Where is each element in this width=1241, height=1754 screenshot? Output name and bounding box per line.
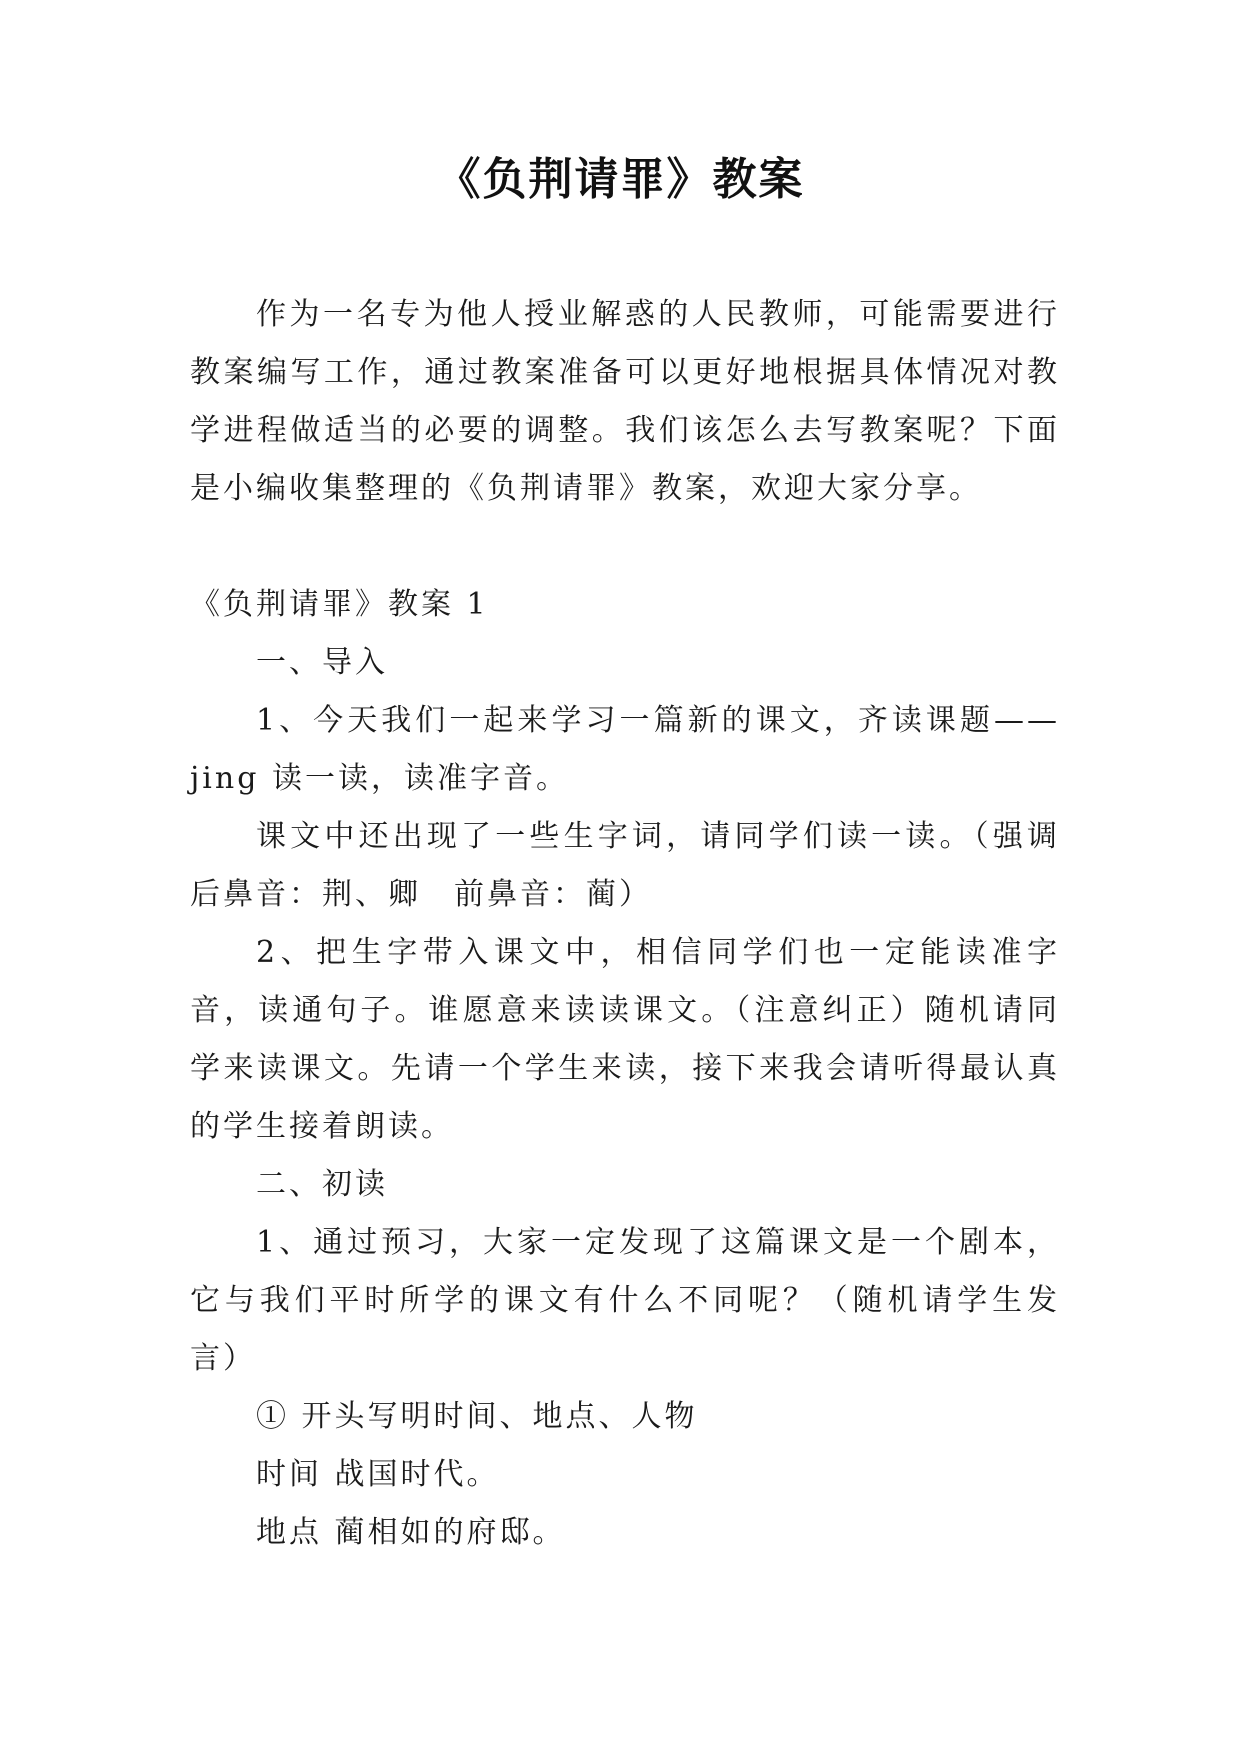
paragraph-import-2: 2、把生字带入课文中，相信同学们也一定能读准字音，读通句子。谁愿意来读读课文。（注意纠正）随机请同学来读课文。先请一个学生来读，接下来我会请听得最认真的学生接着朗读。	[190, 935, 1060, 1144]
lesson-content	[190, 576, 1060, 1562]
section-heading: 《负荆请罪》教案 1	[190, 587, 489, 622]
paragraph-new-words: 课文中还出现了一些生字词，请同学们读一读。（强调后鼻音：荆、卿 前鼻音：蔺）	[190, 819, 1060, 912]
heading-first-reading: 二、初读	[256, 1167, 388, 1202]
intro-block	[190, 286, 1060, 518]
heading-import: 一、导入	[256, 645, 388, 680]
intro-paragraph: 作为一名专为他人授业解惑的人民教师，可能需要进行教案编写工作，通过教案准备可以更好地根据具体情况对教学进程做适当的必要的调整。我们该怎么去写教案呢？下面是小编收集整理的《负荆请罪》教案，欢迎大家分享。	[190, 297, 1060, 506]
document-title: 《负荆请罪》教案	[436, 154, 805, 205]
list-item-opening: ① 开头写明时间、地点、人物	[256, 1399, 698, 1434]
paragraph-import-1: 1、今天我们一起来学习一篇新的课文，齐读课题——jing 读一读，读准字音。	[190, 703, 1060, 796]
paragraph-first-reading-1: 1、通过预习，大家一定发现了这篇课文是一个剧本，它与我们平时所学的课文有什么不同呢？（随机请学生发言）	[190, 1225, 1060, 1376]
list-item-time: 时间 战国时代。	[256, 1457, 500, 1492]
list-item-place: 地点 蔺相如的府邸。	[256, 1515, 566, 1550]
